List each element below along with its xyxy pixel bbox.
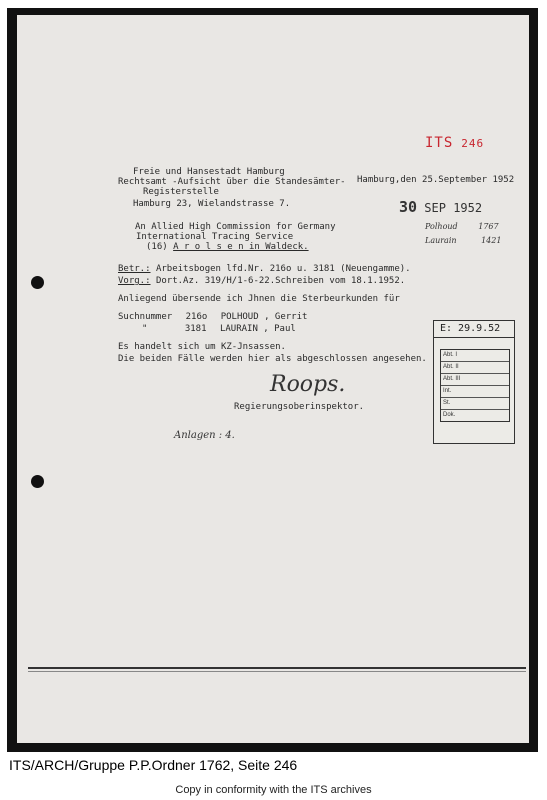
search-row-2-number: 3181: [184, 324, 207, 334]
search-row-1-label: Suchnummer: [118, 312, 173, 322]
punch-hole-top: [31, 276, 44, 289]
handnote-polhoud-label: Polhoud: [425, 222, 458, 231]
its-label: ITS: [425, 135, 454, 151]
search-row-1-number: 216o: [185, 312, 208, 322]
received-month-year: SEP 1952: [424, 201, 483, 215]
sender-line-1: Freie und Hansestadt Hamburg: [133, 167, 285, 177]
recipient-line-1: An Allied High Commission for Germany: [135, 222, 336, 232]
handnote-polhoud-num: 1767: [478, 222, 499, 231]
register-row: Abt. III: [441, 374, 509, 386]
recipient-line-2: International Tracing Service: [136, 232, 294, 242]
page-bottom-rule-thin: [28, 671, 526, 672]
handnote-annex: Anlagen : 4.: [174, 430, 235, 441]
register-row: Dok.: [443, 412, 456, 418]
search-row-2-name: LAURAIN , Paul: [219, 324, 296, 334]
betr-label: Betr.:: [118, 264, 151, 274]
copy-note: Copy in conformity with the ITS archives: [175, 784, 372, 796]
betr-text: Arbeitsbogen lfd.Nr. 216o u. 3181 (Neuengamme).: [155, 264, 411, 274]
received-stamp: [399, 198, 482, 216]
sender-line-3: Registerstelle: [143, 187, 219, 197]
body-paragraph-1: Es handelt sich um KZ-Jnsassen.: [118, 342, 286, 352]
search-row-2-ditto: ": [142, 324, 148, 334]
vorg-text: Dort.Az. 319/H/1-6-22.Schreiben vom 18.1.1952.: [155, 276, 406, 286]
body-paragraph-2: Die beiden Fälle werden hier als abgeschlossen angesehen.: [118, 354, 427, 364]
recipient-line-3: [146, 242, 309, 252]
recipient-place: A r o l s e n in Waldeck.: [173, 242, 309, 252]
vorg-label: Vorg.:: [118, 276, 151, 286]
vorg-line: [118, 276, 405, 286]
archive-caption: ITS/ARCH/Gruppe P.P.Ordner 1762, Seite 246: [9, 757, 298, 773]
signature-title: Regierungsoberinspektor.: [234, 402, 365, 412]
register-stamp-table: [440, 349, 510, 422]
register-row: Int.: [441, 386, 509, 398]
search-row-2: [118, 324, 296, 334]
search-row-1: [118, 312, 307, 322]
its-number: 246: [461, 137, 485, 150]
sender-line-4: Hamburg 23, Wielandstrasse 7.: [133, 199, 291, 209]
register-row: St.: [441, 398, 509, 410]
search-row-1-name: POLHOUD , Gerrit: [220, 312, 308, 322]
body-intro: Anliegend übersende ich Jhnen die Sterbeurkunden für: [118, 294, 400, 304]
handnote-laurain: [425, 236, 501, 245]
handnote-laurain-num: 1421: [481, 236, 502, 245]
register-stamp-box: [433, 320, 515, 444]
received-day: 30: [399, 198, 418, 216]
register-row: Abt. I: [441, 350, 509, 362]
handnote-polhoud: [425, 222, 499, 231]
handnote-laurain-label: Laurain: [425, 236, 457, 245]
recipient-postcode: (16): [146, 242, 168, 252]
signature: Roops.: [270, 372, 346, 397]
date-line: Hamburg,den 25.September 1952: [357, 175, 515, 185]
punch-hole-bottom: [31, 475, 44, 488]
register-stamp-date: E: 29.9.52: [434, 321, 514, 338]
its-stamp: [425, 135, 484, 151]
betr-line: [118, 264, 411, 274]
register-row: Abt. II: [441, 362, 509, 374]
sender-line-2: Rechtsamt -Aufsicht über die Standesämter-: [118, 177, 346, 187]
page-bottom-rule: [28, 667, 526, 669]
